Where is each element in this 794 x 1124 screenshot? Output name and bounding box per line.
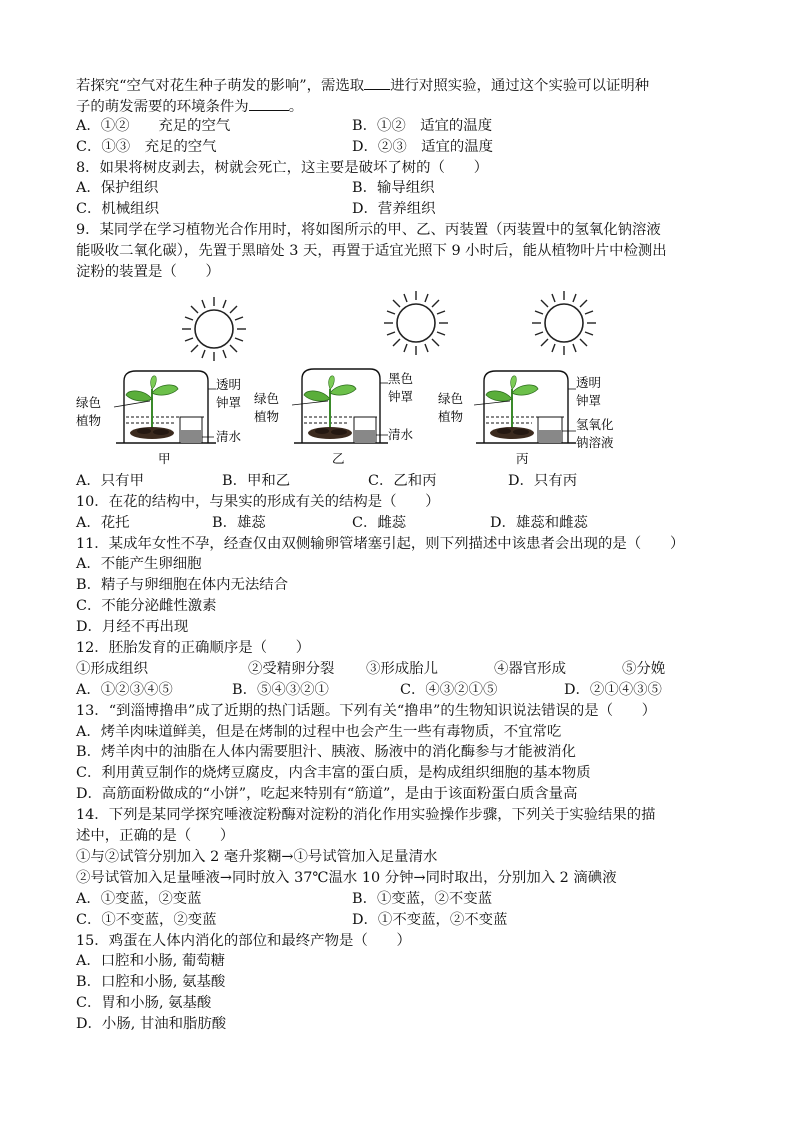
bing-cover-label-2: 钟罩 — [576, 392, 602, 408]
q9-option-d: D．只有丙 — [508, 472, 578, 489]
yi-plant-label-2: 植物 — [254, 408, 280, 424]
jia-plant-label-2: 植物 — [76, 412, 102, 428]
q11-option-b: B．精子与卵细胞在体内无法结合 — [76, 577, 289, 594]
q9-figure — [76, 283, 724, 471]
q9-option-b: B．甲和乙 — [222, 472, 291, 489]
q11-option-c: C．不能分泌雌性激素 — [76, 598, 217, 615]
q9-option-c: C．乙和丙 — [368, 472, 437, 489]
bing-liquid-label-2: 钠溶液 — [576, 434, 614, 450]
jia-cover-label-2: 钟罩 — [216, 394, 242, 410]
q9-stem-3: 淀粉的装置是（ ） — [76, 264, 220, 281]
q12-option-d: D．②①④③⑤ — [564, 681, 662, 698]
q14-options-row-1 — [76, 889, 724, 910]
q12-step-5: ⑤分娩 — [622, 660, 666, 677]
q11-option-d: D．月经不再出现 — [76, 619, 189, 636]
q12-step-4: ④器官形成 — [494, 660, 566, 677]
q7-blank-2 — [249, 95, 289, 111]
yi-plant-label-1: 绿色 — [254, 390, 280, 406]
yi-cover-label-2: 钟罩 — [388, 388, 414, 404]
q7-option-c: C．①③ 充足的空气 — [76, 138, 217, 155]
q12-option-a: A．①②③④⑤ — [76, 681, 173, 698]
q15-stem: 15．鸡蛋在人体内消化的部位和最终产物是（ ） — [76, 932, 411, 949]
q14-option-c: C．①不变蓝，②变蓝 — [76, 911, 217, 928]
bing-plant-label-1: 绿色 — [438, 390, 464, 406]
q13-option-c: C．利用黄豆制作的烧烤豆腐皮，内含丰富的蛋白质，是构成组织细胞的基本物质 — [76, 765, 591, 782]
q7-option-d: D．②③ 适宜的温度 — [352, 138, 494, 155]
q9-options-row — [76, 471, 724, 492]
exam-page — [76, 74, 724, 1035]
q15-option-a: A．口腔和小肠, 葡萄糖 — [76, 953, 226, 970]
q13-option-b: B．烤羊肉中的油脂在人体内需要胆汁、胰液、肠液中的消化酶参与才能被消化 — [76, 744, 576, 761]
q7-blank-1 — [364, 74, 390, 90]
q8-options-row-1 — [76, 178, 724, 199]
q15-option-b: B．口腔和小肠, 氨基酸 — [76, 974, 226, 991]
q12-option-b: B．⑤④③②① — [232, 681, 329, 698]
q8-options-row-2 — [76, 199, 724, 220]
q14-step-2: ②号试管加入足量唾液→同时放入 37℃温水 10 分钟→同时取出，分别加入 2 滴碘液 — [76, 869, 617, 886]
q10-option-b: B．雄蕊 — [212, 514, 266, 531]
q7-text-1b: 进行对照实验，通过这个实验可以证明种 — [390, 78, 650, 94]
q13-option-a: A．烤羊肉味道鲜美，但是在烤制的过程中也会产生一些有毒物质，不宜常吃 — [76, 723, 562, 740]
q7-line-2 — [76, 95, 724, 116]
bing-apparatus — [474, 371, 576, 443]
q7-option-b: B．①② 适宜的温度 — [352, 117, 493, 134]
q14-step-1: ①与②试管分别加入 2 毫升浆糊→①号试管加入足量清水 — [76, 848, 438, 865]
q12-step-1: ①形成组织 — [76, 660, 148, 677]
jia-plant-label-1: 绿色 — [76, 394, 102, 410]
yi-name: 乙 — [332, 450, 345, 466]
q14-options-row-2 — [76, 910, 724, 931]
q15-option-c: C．胃和小肠, 氨基酸 — [76, 995, 212, 1012]
yi-sun-icon — [384, 291, 448, 355]
q14-option-a: A．①变蓝，②变蓝 — [76, 890, 202, 907]
q14-option-b: B．①变蓝，②不变蓝 — [352, 890, 493, 907]
yi-liquid-label: 清水 — [388, 426, 414, 442]
q12-options-row — [76, 680, 724, 701]
q9-apparatus-diagram — [76, 283, 724, 471]
jia-cover-label-1: 透明 — [216, 376, 242, 392]
bing-liquid-label-1: 氢氧化 — [576, 416, 614, 432]
q14-stem-2: 述中，正确的是（ ） — [76, 828, 235, 845]
q15-option-d: D．小肠, 甘油和脂肪酸 — [76, 1016, 227, 1033]
q9-option-a: A．只有甲 — [76, 472, 144, 489]
q7-option-a: A．①② 充足的空气 — [76, 117, 231, 134]
q10-option-a: A．花托 — [76, 514, 130, 531]
q8-stem: 8．如果将树皮剥去，树就会死亡，这主要是破坏了树的（ ） — [76, 159, 489, 176]
bing-cover-label-1: 透明 — [576, 374, 602, 390]
q8-option-d: D．营养组织 — [352, 201, 436, 218]
q7-text-2b: 。 — [288, 98, 304, 115]
bing-plant-label-2: 植物 — [438, 408, 464, 424]
bing-name: 丙 — [516, 450, 529, 466]
q10-options-row — [76, 513, 724, 534]
q8-option-c: C．机械组织 — [76, 201, 159, 218]
q13-option-d: D．高筋面粉做成的“小饼”，吃起来特别有“筋道”，是由于该面粉蛋白质含量高 — [76, 786, 578, 803]
q12-steps-row — [76, 659, 724, 680]
yi-cover-label-1: 黑色 — [388, 370, 414, 386]
q10-option-c: C．雌蕊 — [352, 514, 407, 531]
q12-option-c: C．④③②①⑤ — [400, 681, 498, 698]
q8-option-a: A．保护组织 — [76, 180, 159, 197]
jia-name: 甲 — [158, 450, 171, 466]
yi-apparatus — [292, 369, 388, 443]
q10-stem: 10．在花的结构中，与果实的形成有关的结构是（ ） — [76, 493, 440, 510]
jia-liquid-label: 清水 — [216, 428, 242, 444]
q11-option-a: A．不能产生卵细胞 — [76, 556, 202, 573]
bing-sun-icon — [532, 291, 596, 355]
q7-options-row-1 — [76, 116, 724, 137]
q12-stem: 12．胚胎发育的正确顺序是（ ） — [76, 640, 311, 657]
q13-stem: 13．“到淄博撸串”成了近期的热门话题。下列有关“撸串”的生物知识说法错误的是（ ） — [76, 702, 657, 719]
q12-step-3: ③形成胎儿 — [366, 660, 438, 677]
q11-stem: 11．某成年女性不孕，经查仅由双侧输卵管堵塞引起，则下列描述中该患者会出现的是（ ） — [76, 535, 685, 552]
jia-apparatus — [114, 371, 216, 443]
q9-stem-1: 9．某同学在学习植物光合作用时，将如图所示的甲、乙、丙装置（丙装置中的氢氧化钠溶液 — [76, 222, 661, 239]
q7-line-1 — [76, 74, 724, 95]
q8-option-b: B．输导组织 — [352, 180, 435, 197]
q7-options-row-2 — [76, 137, 724, 158]
q7-text-2a: 子的萌发需要的环境条件为 — [76, 98, 249, 115]
q9-stem-2: 能吸收二氧化碳），先置于黑暗处 3 天，再置于适宜光照下 9 小时后，能从植物叶片中检测出 — [76, 243, 667, 260]
jia-sun-icon — [182, 297, 246, 361]
q14-option-d: D．①不变蓝，②不变蓝 — [352, 911, 508, 928]
q14-stem-1: 14．下列是某同学探究唾液淀粉酶对淀粉的消化作用实验操作步骤，下列关于实验结果的描 — [76, 807, 656, 824]
q7-text-1a: 若探究“空气对花生种子萌发的影响”，需选取 — [76, 78, 365, 94]
q10-option-d: D．雄蕊和雌蕊 — [490, 514, 588, 531]
q12-step-2: ②受精卵分裂 — [248, 660, 335, 677]
